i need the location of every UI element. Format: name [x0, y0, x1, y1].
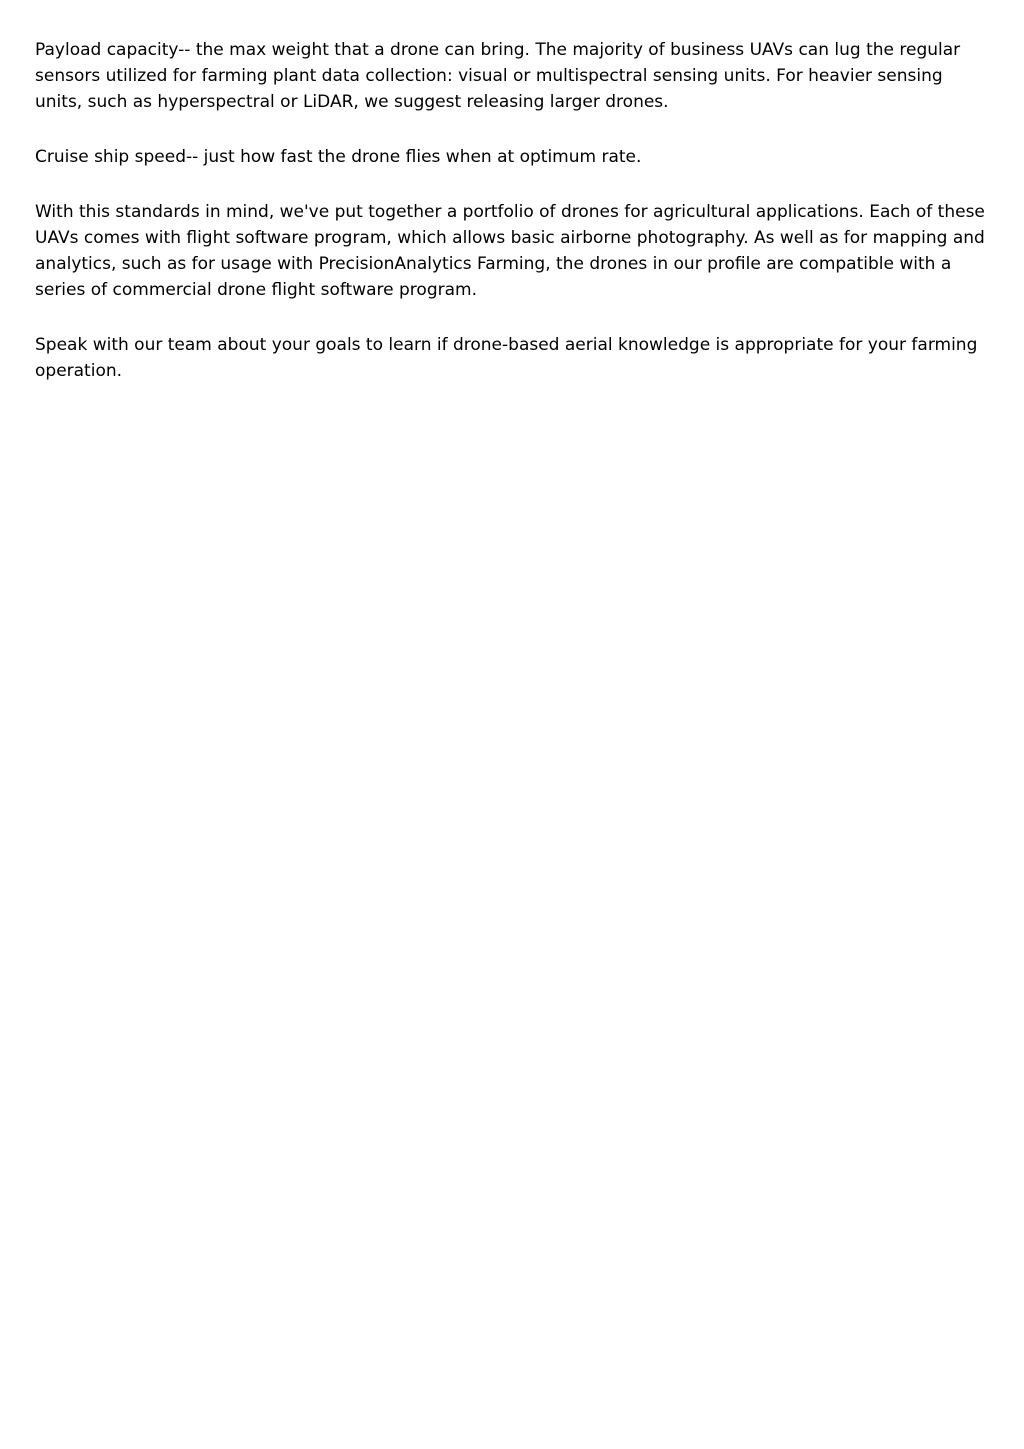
paragraph-drone-portfolio: With this standards in mind, we've put together a portfolio of drones for agricultural applications. Each of these UAVs comes with flight software program, which allows basic airborne photography. As well as for mapping and analytics, such as for usage with PrecisionAnalytics Farming, the drones in our profile are compatible with a series of commercial drone flight software program.: [35, 202, 985, 300]
paragraph-cruise-speed: Cruise ship speed-- just how fast the drone flies when at optimum rate.: [35, 147, 642, 167]
paragraph-payload-capacity: Payload capacity-- the max weight that a drone can bring. The majority of business UAVs can lug the regular sensors utilized for farming plant data collection: visual or multispectral sensing units. For heavier sensing units, such as hyperspectral or LiDAR, we suggest releasing larger drones.: [35, 40, 961, 112]
document-body: [35, 37, 990, 413]
paragraph-contact-team: Speak with our team about your goals to learn if drone-based aerial knowledge is appropriate for your farming operation.: [35, 335, 978, 381]
